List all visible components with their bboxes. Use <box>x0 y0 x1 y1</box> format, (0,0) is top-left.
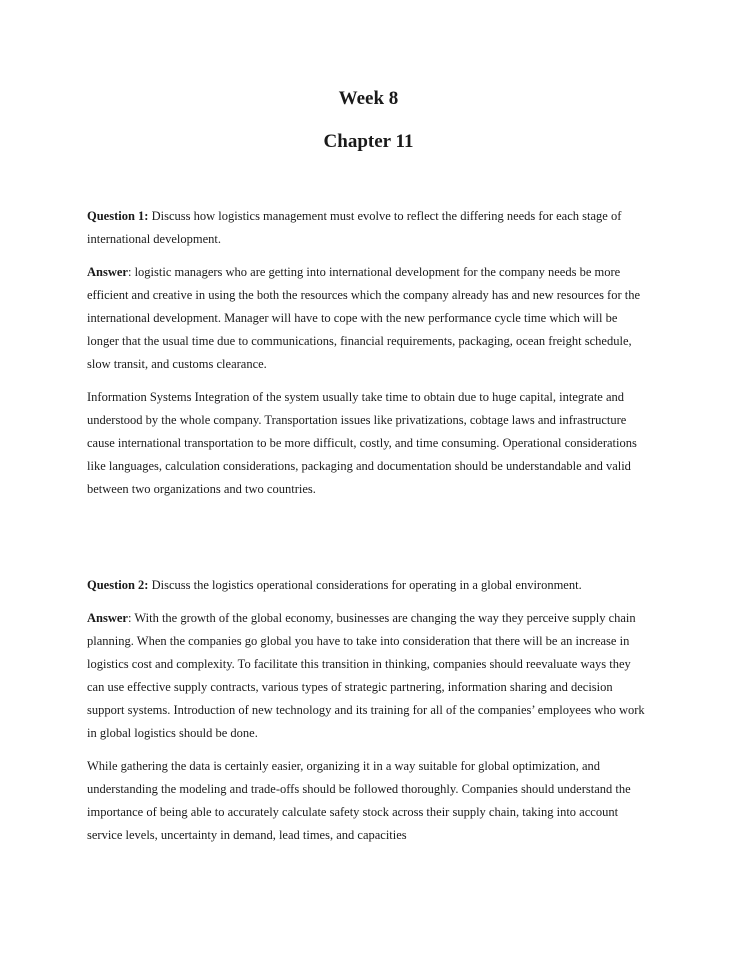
question-1-label: Question 1: <box>87 209 149 223</box>
week-title: Week 8 <box>338 88 399 109</box>
answer-2-text: : With the growth of the global economy, businesses are changing the way they perceive supply chain planning. When the companies go global you have to take into consideration that there will be an increase in logistics cost and complexity. To facilitate this transition in thinking, companies should reevaluate ways they can use effective supply contracts, various types of strategic partnering, information sharing and decision support systems. Introduction of new technology and its training for all of the companies’ employees who work in global logistics should be done. <box>87 611 645 740</box>
answer-2 <box>87 607 650 745</box>
question-1-section <box>87 205 650 501</box>
answer-1-paragraph-2: Information Systems Integration of the system usually take time to obtain due to huge capital, integrate and understood by the whole company. Transportation issues like privatizations, cobtage laws and infrastructure cause international transportation to be more difficult, costly, and time consuming. Operational considerations like languages, calculation considerations, packaging and documentation should be understandable and valid between two organizations and two countries. <box>87 390 637 496</box>
question-2-section <box>87 574 650 847</box>
answer-1-label: Answer <box>87 265 128 279</box>
question-2-text: Discuss the logistics operational considerations for operating in a global environment. <box>148 578 582 592</box>
answer-2-paragraph-2: While gathering the data is certainly easier, organizing it in a way suitable for global optimization, and understanding the modeling and trade-offs should be followed thoroughly. Companies should understand the importance of being able to accurately calculate safety stock across their supply chain, taking into account service levels, uncertainty in demand, lead times, and capacities <box>87 759 631 842</box>
answer-2-label: Answer <box>87 611 128 625</box>
question-2-label: Question 2: <box>87 578 149 592</box>
answer-1 <box>87 261 650 376</box>
answer-1-text: : logistic managers who are getting into international development for the company needs be more efficient and creative in using the both the resources which the company already has and new resources for the international development. Manager will have to cope with the new performance cycle time which will be longer that the usual time due to communications, financial requirements, packaging, ocean freight schedule, slow transit, and customs clearance. <box>87 265 641 371</box>
question-1 <box>87 205 650 251</box>
chapter-title: Chapter 11 <box>323 131 414 152</box>
question-1-text: Discuss how logistics management must evolve to reflect the differing needs for each stage of international development. <box>87 209 622 246</box>
question-2 <box>87 574 650 597</box>
